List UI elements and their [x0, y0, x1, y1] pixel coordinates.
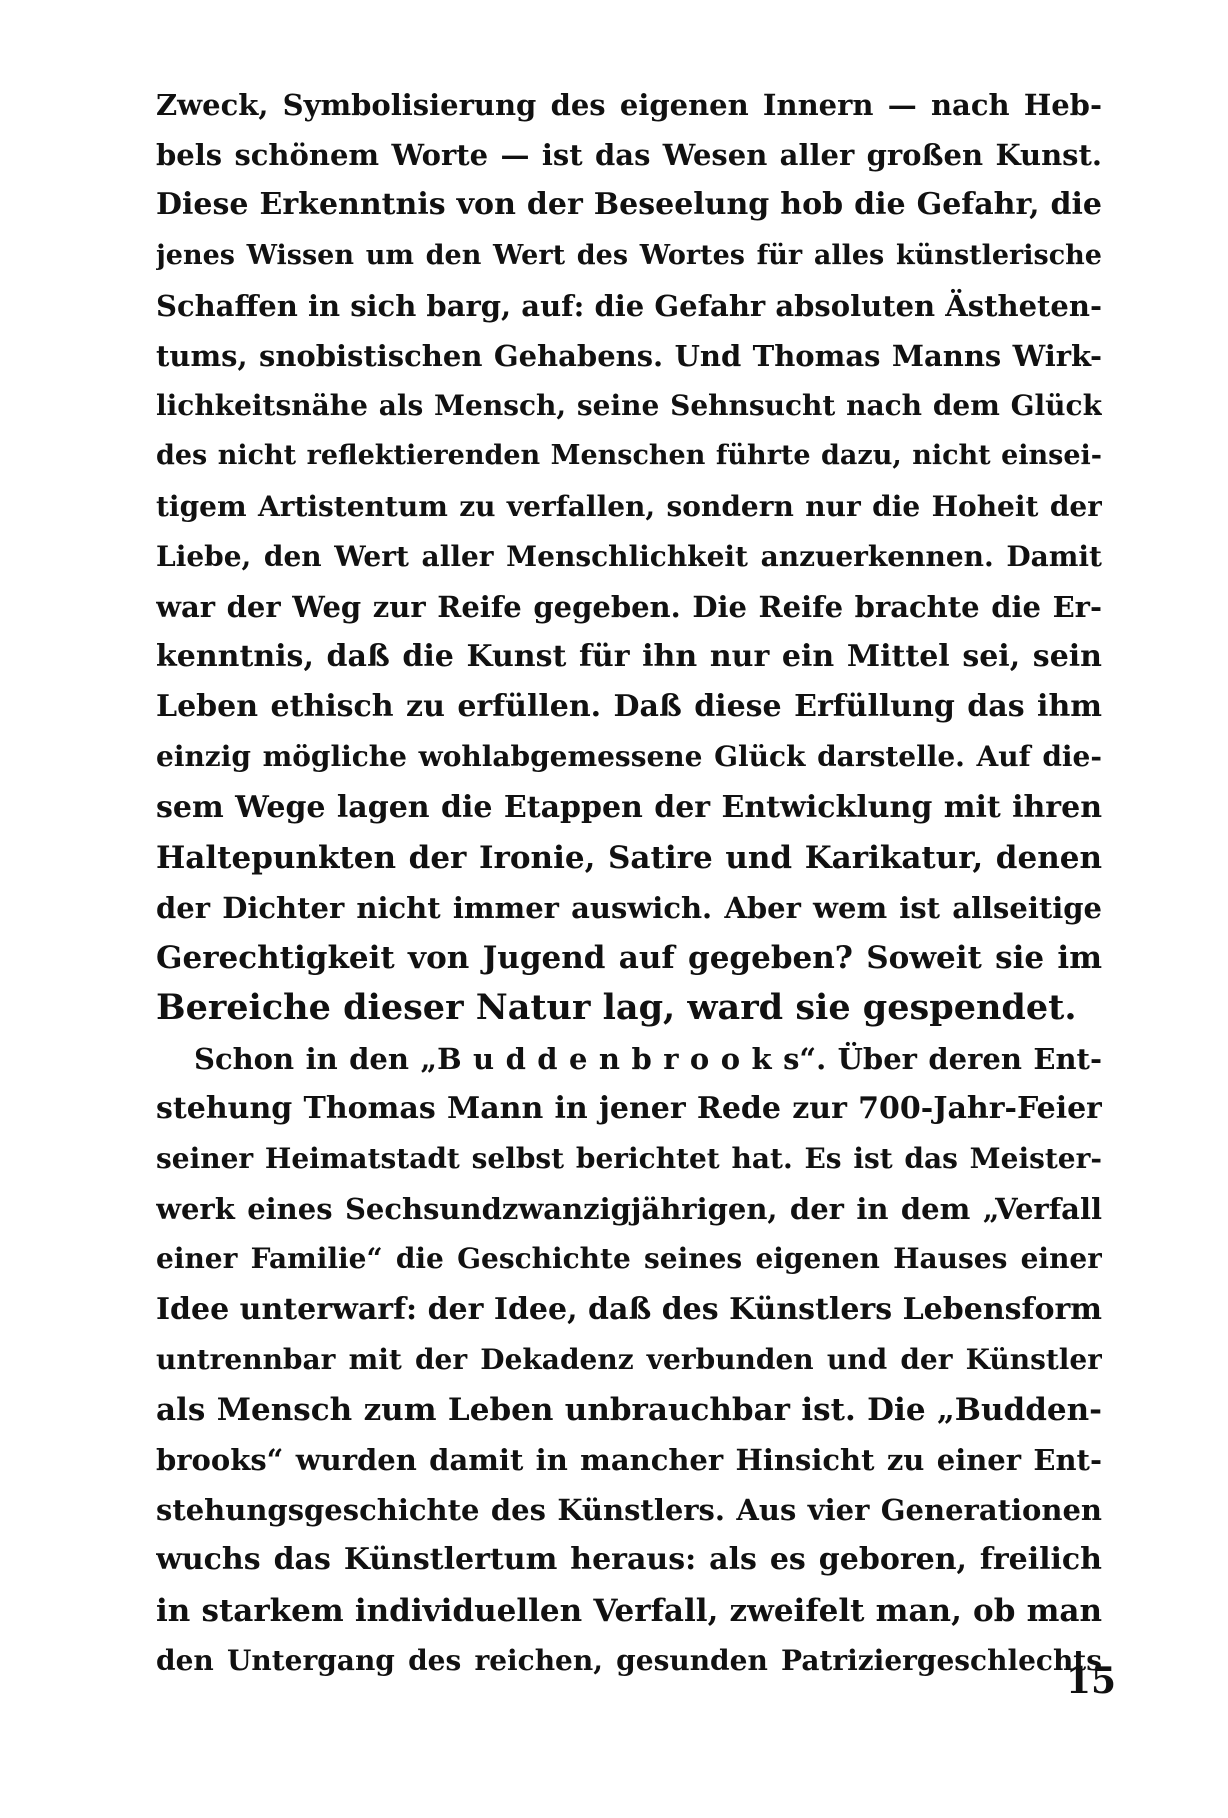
text-line: Bereiche dieser Natur lag, ward sie gespendet. — [156, 987, 1077, 1029]
body-text — [156, 80, 1102, 1686]
paragraph-2 — [156, 1034, 1102, 1686]
text-line: kenntnis, daß die Kunst für ihn nur ein Mittel sei, sein — [156, 639, 1102, 675]
text-line: Schon in den „B u d d e n b r o o k s“. Über deren Ent- — [194, 1041, 1102, 1076]
text-line: stehung Thomas Mann in jener Rede zur 700-Jahr-Feier — [156, 1090, 1102, 1126]
text-line: Leben ethisch zu erfüllen. Daß diese Erfüllung das ihm — [156, 689, 1102, 725]
text-line: stehungsgeschichte des Künstlers. Aus vier Generationen — [156, 1493, 1102, 1528]
text-line: tums, snobistischen Gehabens. Und Thomas Manns Wirk- — [156, 338, 1102, 373]
text-line: seiner Heimatstadt selbst berichtet hat. Es ist das Meister- — [156, 1141, 1102, 1175]
text-line: den Untergang des reichen, gesunden Patriziergeschlechts — [156, 1643, 1102, 1677]
text-line: wuchs das Künstlertum heraus: als es geboren, freilich — [156, 1542, 1102, 1578]
text-line: Liebe, den Wert aller Menschlichkeit anzuerkennen. Damit — [156, 539, 1102, 573]
text-line: Gerechtigkeit von Jugend auf gegeben? Soweit sie im — [156, 940, 1102, 977]
text-line: tigem Artistentum zu verfallen, sondern nur die Hoheit der — [156, 489, 1102, 523]
text-line: Zweck, Symbolisierung des eigenen Innern — nach Heb- — [156, 88, 1102, 122]
text-line: der Dichter nicht immer auswich. Aber wem ist allseitige — [156, 891, 1102, 925]
text-line: Idee unterwarf: der Idee, daß des Künstlers Lebensform — [156, 1291, 1102, 1327]
text-line: lichkeitsnähe als Mensch, seine Sehnsucht nach dem Glück — [156, 389, 1102, 423]
text-line: Haltepunkten der Ironie, Satire und Karikatur, denen — [156, 839, 1102, 876]
page-number: 15 — [1066, 1660, 1117, 1702]
text-line: werk eines Sechsundzwanzigjährigen, der in dem „Verfall — [156, 1192, 1102, 1227]
text-line: brooks“ wurden damit in mancher Hinsicht zu einer Ent- — [156, 1443, 1102, 1478]
text-line: sem Wege lagen die Etappen der Entwicklung mit ihren — [156, 789, 1102, 825]
text-line: untrennbar mit der Dekadenz verbunden und der Künstler — [156, 1342, 1102, 1376]
text-line: einzig mögliche wohlabgemessene Glück darstelle. Auf die- — [156, 740, 1102, 774]
text-line: Schaffen in sich barg, auf: die Gefahr absoluten Ästheten- — [156, 288, 1102, 323]
paragraph-1 — [156, 80, 1102, 1034]
text-line: des nicht reflektierenden Menschen führte dazu, nicht einsei- — [156, 440, 1102, 472]
text-line: in starkem individuellen Verfall, zweifelt man, ob man — [156, 1592, 1102, 1629]
text-line: als Mensch zum Leben unbrauchbar ist. Die „Budden- — [156, 1391, 1102, 1428]
text-line: jenes Wissen um den Wert des Wortes für alles künstlerische — [156, 239, 1102, 271]
text-line: Diese Erkenntnis von der Beseelung hob die Gefahr, die — [156, 187, 1102, 223]
text-line: war der Weg zur Reife gegeben. Die Reife brachte die Er- — [156, 589, 1102, 624]
text-line: bels schönem Worte — ist das Wesen aller großen Kunst. — [156, 138, 1102, 173]
text-line: einer Familie“ die Geschichte seines eigenen Hauses einer — [156, 1242, 1102, 1276]
